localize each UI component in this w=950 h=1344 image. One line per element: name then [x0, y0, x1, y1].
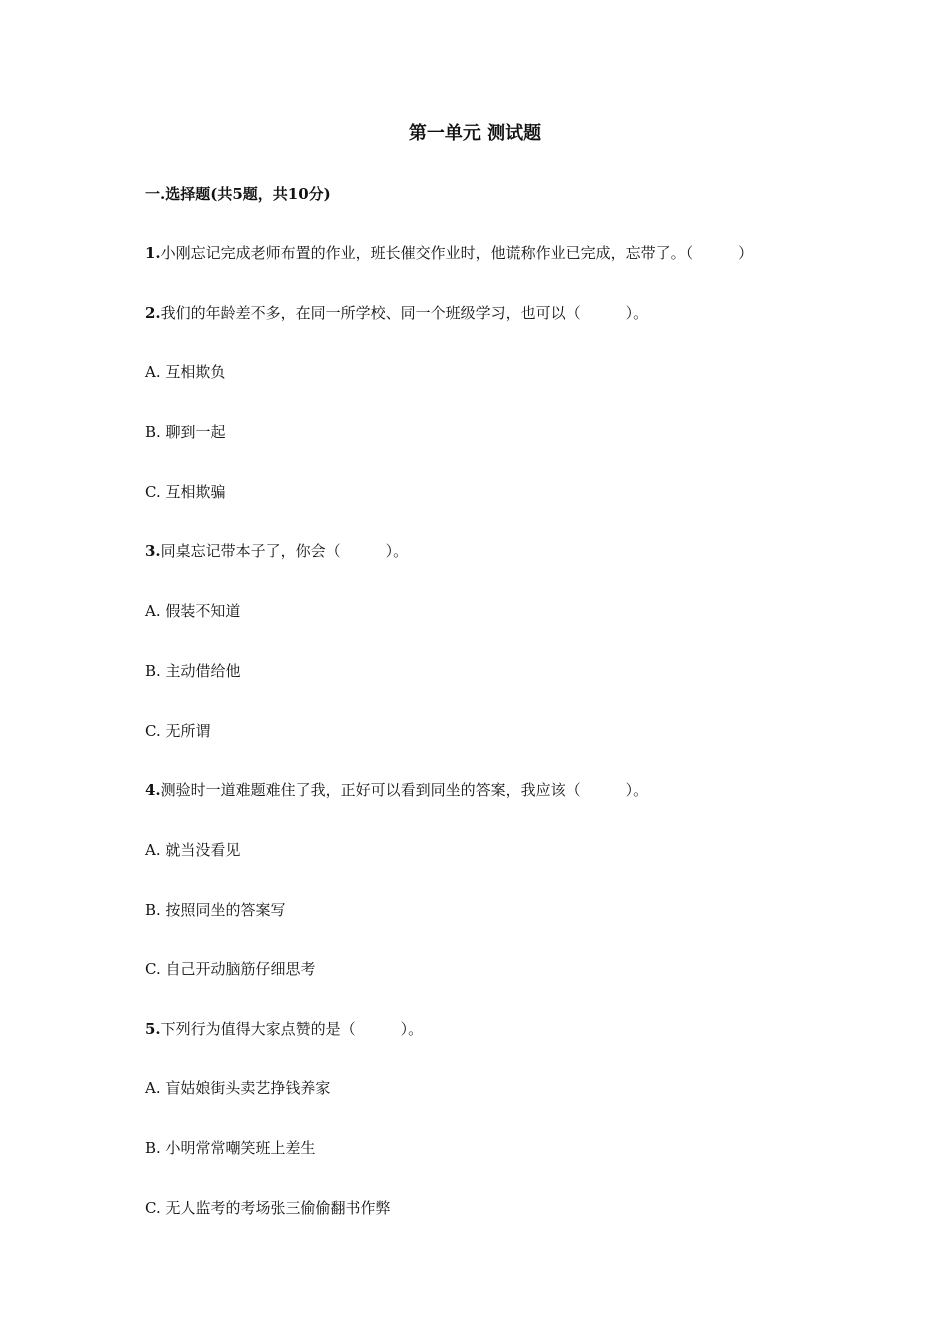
question-number: 1. [145, 244, 161, 262]
option-4a: A. 就当没看见 [145, 841, 241, 859]
question-text: 我们的年龄差不多，在同一所学校、同一个班级学习，也可以（ ）。 [160, 304, 649, 322]
question-number: 2. [145, 304, 161, 322]
question-2 [145, 303, 648, 323]
option-4c: C. 自己开动脑筋仔细思考 [145, 960, 316, 978]
question-5 [145, 1019, 423, 1039]
option-2c: C. 互相欺骗 [145, 483, 226, 501]
question-number: 5. [145, 1020, 161, 1038]
option-3a: A. 假装不知道 [145, 602, 241, 620]
option-2a: A. 互相欺负 [145, 363, 226, 381]
option-2b: B. 聊到一起 [145, 423, 226, 441]
section-heading: 一.选择题(共5题，共10分) [145, 185, 331, 203]
question-number: 4. [145, 781, 161, 799]
question-3 [145, 541, 408, 561]
option-5b: B. 小明常常嘲笑班上差生 [145, 1139, 316, 1157]
question-1 [145, 243, 753, 263]
option-4b: B. 按照同坐的答案写 [145, 901, 286, 919]
question-text: 测验时一道难题难住了我，正好可以看到同坐的答案，我应该（ ）。 [160, 781, 649, 799]
option-3c: C. 无所谓 [145, 722, 211, 740]
page-title: 第一单元 测试题 [408, 123, 542, 144]
question-4 [145, 780, 648, 800]
question-number: 3. [145, 542, 161, 560]
question-text: 下列行为值得大家点赞的是（ ）。 [160, 1020, 424, 1038]
option-5a: A. 盲姑娘街头卖艺挣钱养家 [145, 1079, 331, 1097]
option-5c: C. 无人监考的考场张三偷偷翻书作弊 [145, 1199, 391, 1217]
question-text: 同桌忘记带本子了，你会（ ）。 [160, 542, 409, 560]
option-3b: B. 主动借给他 [145, 662, 241, 680]
question-text: 小刚忘记完成老师布置的作业，班长催交作业时，他谎称作业已完成，忘带了。（ ） [160, 244, 754, 262]
